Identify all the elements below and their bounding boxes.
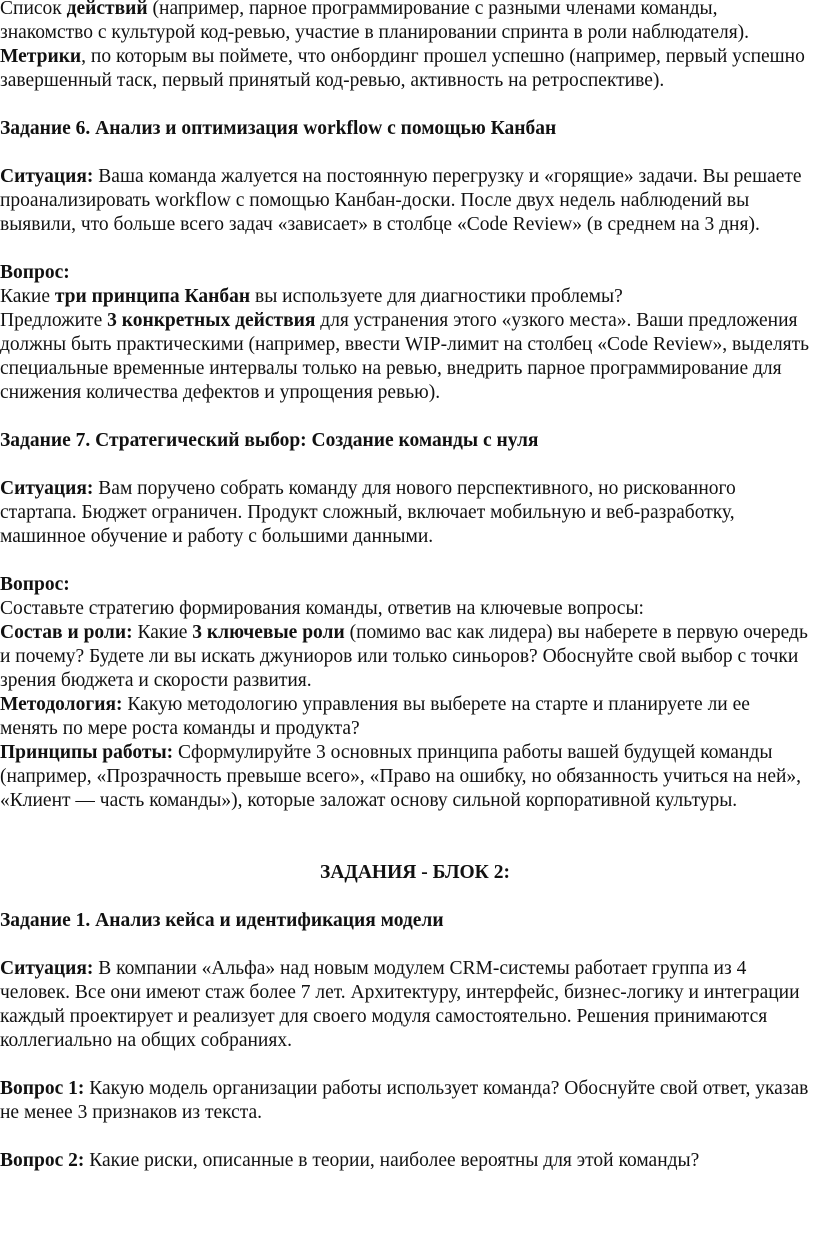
actions-term: действий	[66, 0, 148, 19]
block2-question-2: Вопрос 2: Какие риски, описанные в теории, наиболее вероятны для этой команды?	[0, 1150, 700, 1171]
task7-title: Задание 7. Стратегический выбор: Создание команды с нуля	[0, 430, 539, 451]
task7-principles: Принципы работы: Сформулируйте 3 основных принципа работы вашей будущей команды (например, «Прозрачность превыше всего», «Право на ошибку, но обязанность учиться на ней», «Клиент — часть команды»), которые заложат основу сильной корпоративной культуры.	[0, 742, 802, 811]
block2-task1-title: Задание 1. Анализ кейса и идентификация модели	[0, 910, 444, 931]
task7-roles: Состав и роли: Какие 3 ключевые роли (помимо вас как лидера) вы наберете в первую очередь и почему? Будете ли вы искать джуниоров или только синьоров? Обоснуйте свой выбор с точки зрения бюджета и скорости развития.	[0, 622, 808, 691]
task7-question-label: Вопрос:	[0, 574, 70, 595]
task6-question-2: Предложите 3 конкретных действия для устранения этого «узкого места». Ваши предложения должны быть практическими (например, ввести WIP-лимит на столбец «Code Review», выделять специальные временные интервалы только на ревью, внедрить парное программирование для снижения количества дефектов и упрощения ревью).	[0, 310, 810, 403]
task6-question-label: Вопрос:	[0, 262, 70, 283]
block2-situation: Ситуация: В компании «Альфа» над новым модулем CRM-системы работает группа из 4 человек. Все они имеют стаж более 7 лет. Архитектуру, интерфейс, бизнес-логику и интеграции каждый проектирует и реализует для своего модуля самостоятельно. Решения принимаются коллегиально на общих собраниях.	[0, 958, 800, 1051]
task6-title: Задание 6. Анализ и оптимизация workflow с помощью Канбан	[0, 118, 557, 139]
task7-situation: Ситуация: Вам поручено собрать команду для нового перспективного, но рискованного стартапа. Бюджет ограничен. Продукт сложный, включает мобильную и веб-разработку, машинное обучение и работу с большими данными.	[0, 478, 736, 547]
actions-paragraph: Список действий (например, парное программирование с разными членами команды, знакомство с культурой код-ревью, участие в планировании спринта в роли наблюдателя).	[0, 0, 750, 43]
task7-methodology: Методология: Какую методологию управления вы выберете на старте и планируете ли ее менять по мере роста команды и продукта?	[0, 694, 750, 739]
task7-intro: Составьте стратегию формирования команды, ответив на ключевые вопросы:	[0, 598, 644, 619]
block2-question-1: Вопрос 1: Какую модель организации работы использует команда? Обоснуйте свой ответ, указав не менее 3 признаков из текста.	[0, 1078, 809, 1123]
task6-question-1: Какие три принципа Канбан вы используете для диагностики проблемы?	[0, 286, 623, 307]
metrics-term: Метрики	[0, 46, 82, 67]
metrics-paragraph: Метрики, по которым вы поймете, что онбординг прошел успешно (например, первый успешно завершенный таск, первый принятый код-ревью, активность на ретроспективе).	[0, 46, 805, 91]
block2-header: ЗАДАНИЯ - БЛОК 2:	[320, 862, 510, 883]
task6-situation: Ситуация: Ваша команда жалуется на постоянную перегрузку и «горящие» задачи. Вы решаете проанализировать workflow с помощью Канбан-доски. После двух недель наблюдений вы выявили, что больше всего задач «зависает» в столбце «Code Review» (в среднем на 3 дня).	[0, 166, 802, 235]
